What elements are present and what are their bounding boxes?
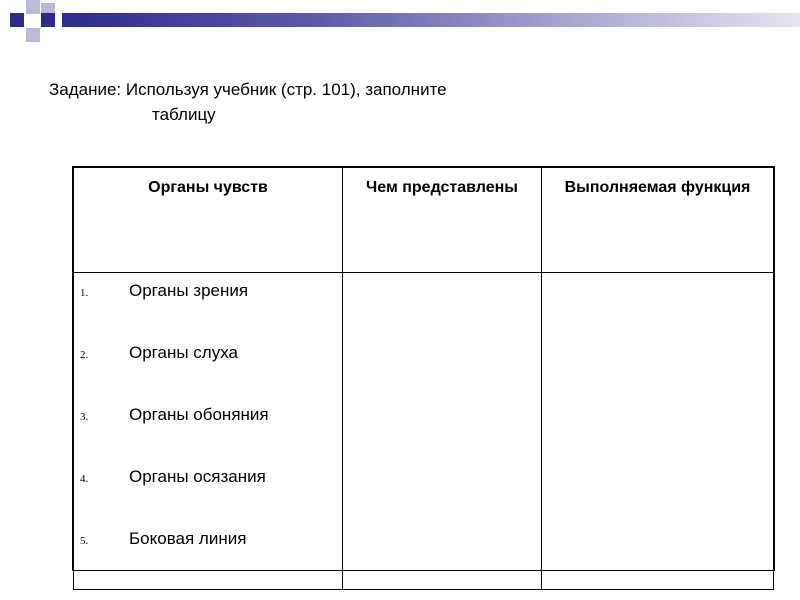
list-item — [74, 465, 342, 527]
header-represented-by: Чем представлены — [343, 168, 542, 273]
header-function: Выполняемая функция — [542, 168, 774, 273]
function-cell — [542, 273, 774, 590]
organ-list — [74, 273, 342, 589]
list-item — [74, 341, 342, 403]
organ-label: Боковая линия — [129, 529, 247, 548]
table-header-row — [74, 168, 774, 273]
organ-label: Органы слуха — [129, 343, 238, 362]
task-instruction — [49, 77, 649, 127]
decor-square — [10, 13, 24, 27]
represented-by-cell — [343, 273, 542, 590]
decor-square — [26, 0, 40, 14]
list-number: 1. — [80, 287, 89, 299]
organ-label: Органы зрения — [129, 281, 249, 300]
decor-square — [26, 28, 40, 42]
list-item — [74, 403, 342, 465]
header-gradient-bar — [62, 13, 800, 27]
list-number: 2. — [80, 349, 89, 361]
task-line-1: Задание: Используя учебник (стр. 101), заполните — [49, 80, 447, 99]
list-item — [74, 279, 342, 341]
organ-label: Органы обоняния — [129, 405, 269, 424]
list-number: 5. — [80, 535, 89, 547]
decor-square — [41, 13, 55, 27]
table-body-row — [74, 273, 774, 590]
organ-label: Органы осязания — [129, 467, 266, 486]
header-organs: Органы чувств — [74, 168, 343, 273]
list-number: 4. — [80, 473, 89, 485]
list-item — [74, 527, 342, 589]
organs-cell — [74, 273, 343, 590]
slide-header-decoration — [0, 0, 800, 42]
task-line-2: таблицу — [152, 105, 216, 124]
organs-table — [72, 166, 775, 571]
list-number: 3. — [80, 411, 89, 423]
